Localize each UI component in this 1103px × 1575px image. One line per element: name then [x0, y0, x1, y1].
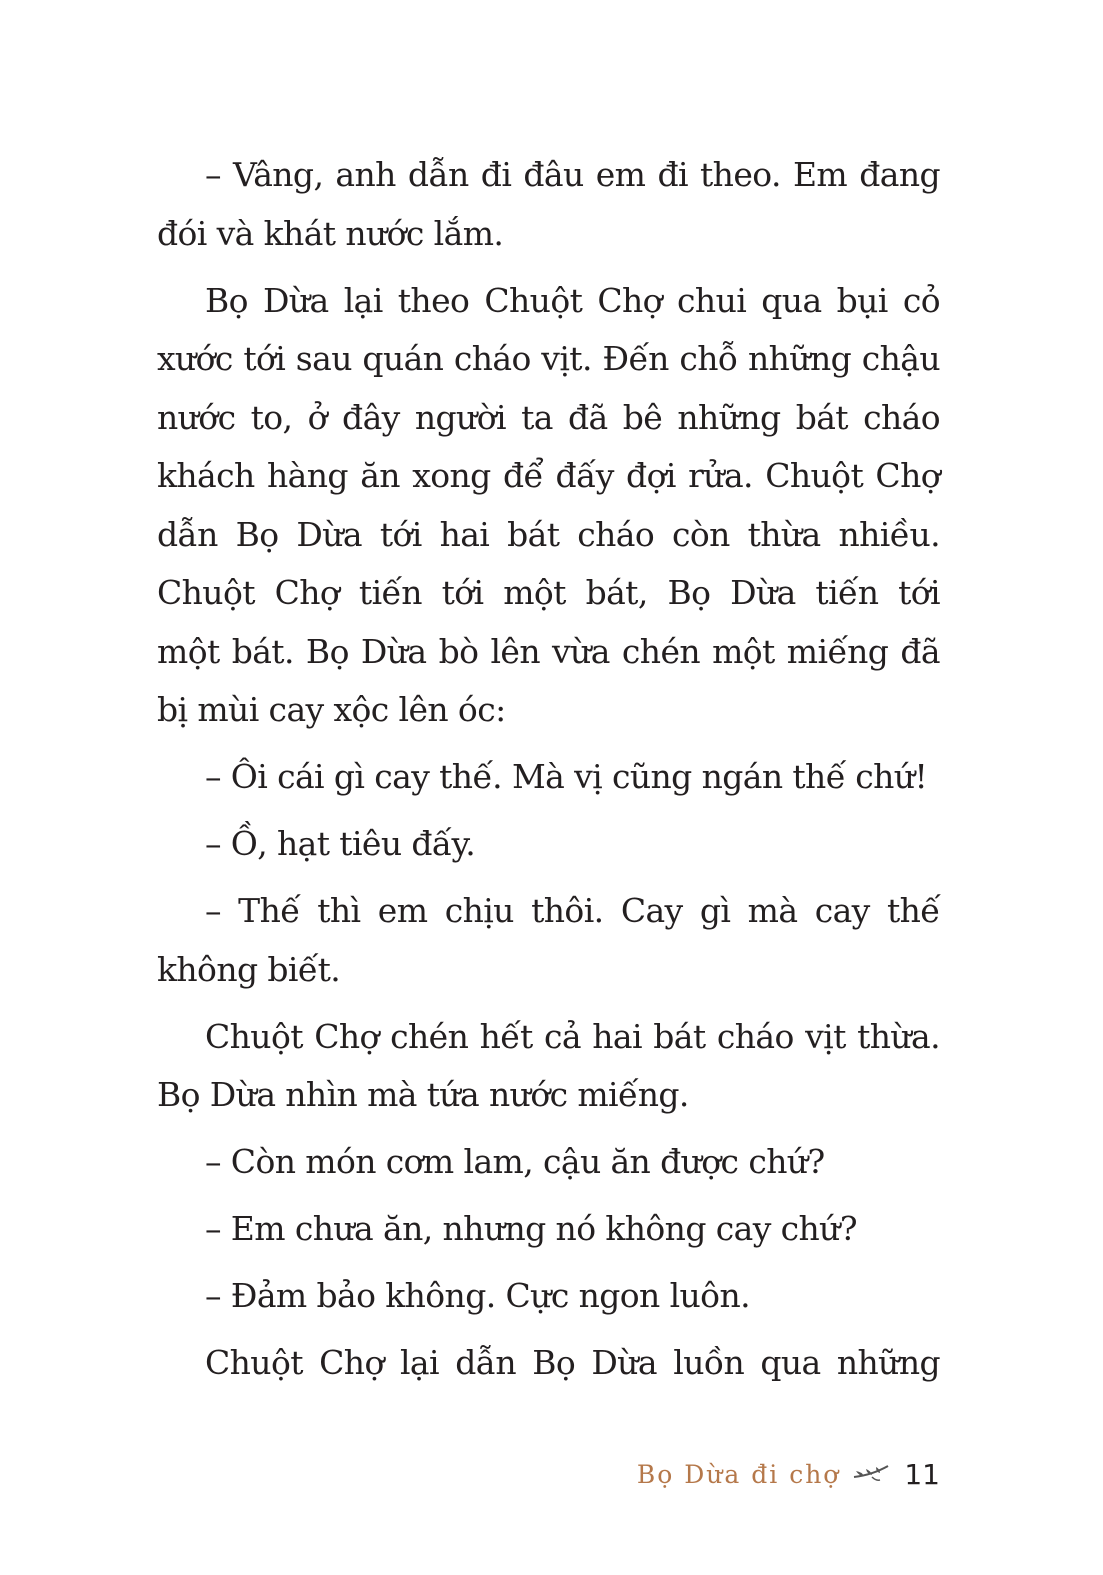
text-line: – Còn món cơm lam, cậu ăn được chứ? [205, 1142, 825, 1181]
text-line: – Thế thì em chịu thôi. Cay gì mà cay thế [205, 891, 940, 930]
text-line: đói và khát nước lắm. [157, 213, 504, 253]
text-line: Bọ Dừa nhìn mà tứa nước miếng. [157, 1075, 689, 1114]
text-line: Chuột Chợ tiến tới một bát, Bọ Dừa tiến tới [157, 573, 940, 612]
paragraph [157, 1133, 940, 1192]
page-body [157, 146, 940, 1401]
page-number: 11 [904, 1458, 940, 1491]
running-title: Bọ Dừa đi chợ [636, 1460, 841, 1489]
text-line: không biết. [157, 949, 341, 989]
text-line: Chuột Chợ lại dẫn Bọ Dừa luồn qua những [205, 1343, 940, 1382]
text-line: – Ôi cái gì cay thế. Mà vị cũng ngán thế chứ! [205, 757, 928, 796]
text-line: Chuột Chợ chén hết cả hai bát cháo vịt thừa. [205, 1016, 940, 1056]
paragraph [157, 1334, 940, 1393]
leaf-sprig-icon [852, 1459, 892, 1490]
paragraph [157, 1200, 940, 1259]
text-line: – Đảm bảo không. Cực ngon luôn. [205, 1276, 750, 1315]
text-line: một bát. Bọ Dừa bò lên vừa chén một miếng đã [157, 631, 940, 671]
text-line: – Em chưa ăn, nhưng nó không cay chứ? [205, 1209, 857, 1248]
paragraph [157, 1008, 940, 1125]
text-line: Bọ Dừa lại theo Chuột Chợ chui qua bụi cỏ [205, 280, 940, 320]
paragraph [157, 882, 940, 999]
paragraph [157, 1267, 940, 1326]
text-line: nước to, ở đây người ta đã bê những bát cháo [157, 397, 940, 437]
paragraph [157, 748, 940, 807]
text-line: bị mùi cay xộc lên óc: [157, 690, 506, 729]
text-line: – Ồ, hạt tiêu đấy. [205, 824, 476, 863]
text-line: khách hàng ăn xong để đấy đợi rửa. Chuột Chợ [157, 456, 940, 495]
text-line: – Vâng, anh dẫn đi đâu em đi theo. Em đang [205, 155, 940, 194]
paragraph [157, 146, 940, 263]
paragraph [157, 272, 940, 740]
page-footer [637, 1458, 940, 1491]
text-line: xước tới sau quán cháo vịt. Đến chỗ những chậu [157, 339, 940, 378]
paragraph [157, 815, 940, 874]
text-line: dẫn Bọ Dừa tới hai bát cháo còn thừa nhiều. [157, 514, 940, 554]
